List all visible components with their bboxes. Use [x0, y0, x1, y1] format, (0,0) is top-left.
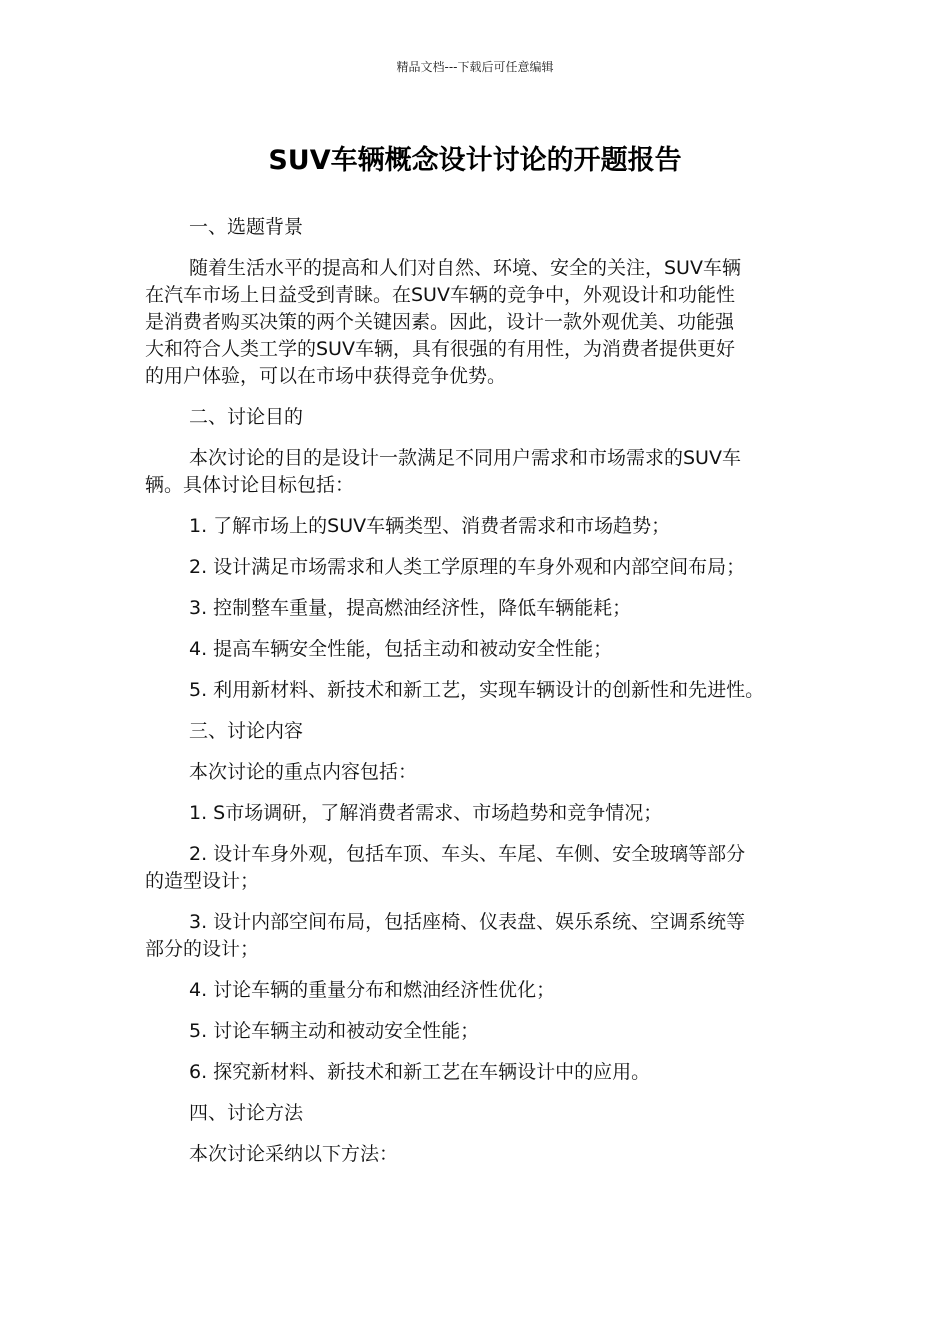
list-item: 4. 讨论车辆的重量分布和燃油经济性优化；: [189, 979, 556, 1001]
paragraph-content-intro: 本次讨论的重点内容包括：: [189, 761, 418, 783]
paragraph-line: 辆。具体讨论目标包括：: [145, 474, 355, 496]
paragraph-line: 本次讨论的目的是设计一款满足不同用户需求和市场需求的SUV车: [189, 447, 741, 469]
document-title: SUV车辆概念设计讨论的开题报告: [268, 145, 682, 176]
paragraph-background: [145, 255, 815, 390]
paragraph-purpose: [145, 445, 815, 499]
paragraph-method-intro: 本次讨论采纳以下方法：: [189, 1143, 399, 1165]
list-item-line: 3. 设计内部空间布局，包括座椅、仪表盘、娱乐系统、空调系统等: [189, 911, 746, 933]
list-item: 1. S市场调研，了解消费者需求、市场趋势和竞争情况；: [189, 802, 663, 824]
list-item: 5. 利用新材料、新技术和新工艺，实现车辆设计的创新性和先进性。: [189, 679, 765, 701]
paragraph-line: 在汽车市场上日益受到青睐。在SUV车辆的竞争中，外观设计和功能性: [145, 284, 735, 306]
paragraph-line: 大和符合人类工学的SUV车辆，具有很强的有用性，为消费者提供更好: [145, 338, 735, 360]
paragraph-line: 的用户体验，可以在市场中获得竞争优势。: [145, 365, 507, 387]
list-item-line: 部分的设计；: [145, 938, 260, 960]
header-note: 精品文档---下载后可任意编辑: [396, 60, 554, 74]
list-item: 2. 设计满足市场需求和人类工学原理的车身外观和内部空间布局；: [189, 556, 746, 578]
list-item: 6. 探究新材料、新技术和新工艺在车辆设计中的应用。: [189, 1061, 651, 1083]
section-heading-background: 一、选题背景: [189, 216, 304, 238]
paragraph-line: 是消费者购买决策的两个关键因素。因此，设计一款外观优美、功能强: [145, 311, 735, 333]
list-item: [145, 909, 815, 963]
paragraph-line: 随着生活水平的提高和人们对自然、环境、安全的关注，SUV车辆: [189, 257, 741, 279]
list-item: 1. 了解市场上的SUV车辆类型、消费者需求和市场趋势；: [189, 515, 671, 537]
list-item: 3. 控制整车重量，提高燃油经济性，降低车辆能耗；: [189, 597, 632, 619]
section-heading-purpose: 二、讨论目的: [189, 406, 304, 428]
list-item: 5. 讨论车辆主动和被动安全性能；: [189, 1020, 480, 1042]
document-body: [145, 214, 815, 1168]
list-item-line: 的造型设计；: [145, 870, 260, 892]
list-item: [145, 841, 815, 895]
section-heading-method: 四、讨论方法: [189, 1102, 304, 1124]
section-heading-content: 三、讨论内容: [189, 720, 304, 742]
list-item-line: 2. 设计车身外观，包括车顶、车头、车尾、车侧、安全玻璃等部分: [189, 843, 746, 865]
list-item: 4. 提高车辆安全性能，包括主动和被动安全性能；: [189, 638, 613, 660]
